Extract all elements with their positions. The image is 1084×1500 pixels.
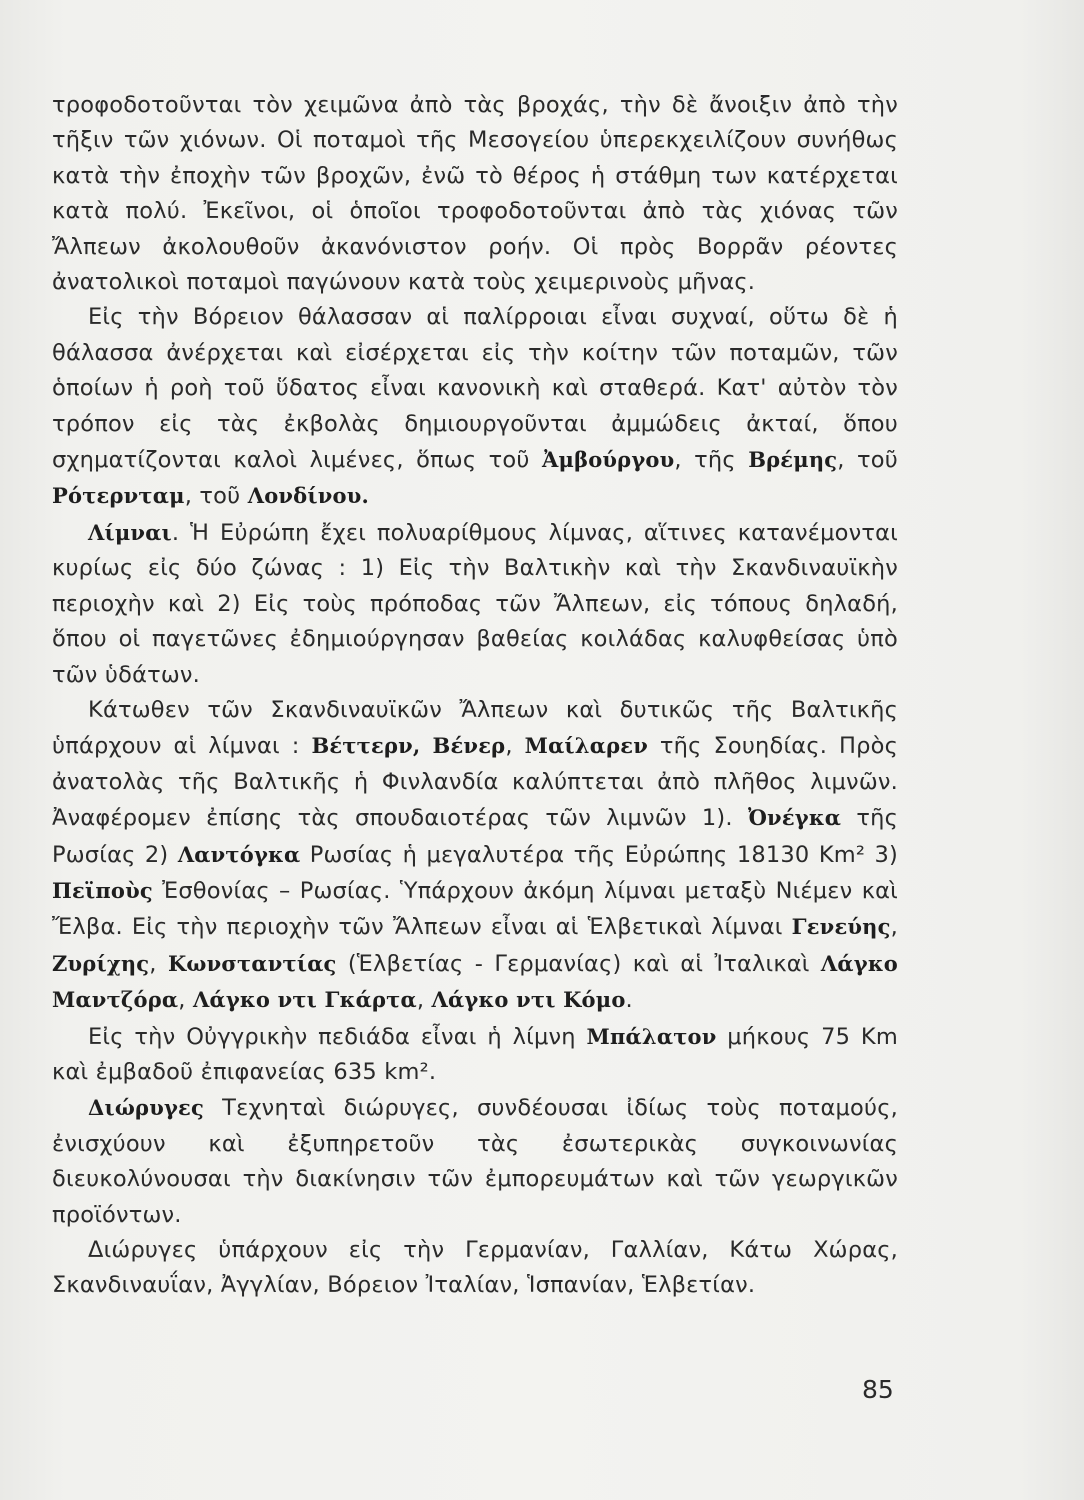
paragraph <box>52 1019 898 1091</box>
paragraph <box>52 693 898 1019</box>
bold-term: Ὀνέγκα <box>747 805 842 831</box>
paragraph <box>52 515 898 693</box>
text-run: τῆς Ρωσίας 2) <box>52 805 898 868</box>
bold-term: Λάγκο ντι Κόμο <box>431 987 626 1013</box>
bold-term: Πεϊποὺς <box>52 877 153 903</box>
page-number: 85 <box>862 1375 894 1404</box>
bold-term: Ἀμβούργου <box>542 447 675 473</box>
text-run: Διώρυγες ὑπάρχουν εἰς τὴν Γερμανίαν, Γαλλίαν, Κάτω Χώρας, Σκανδιναυΐαν, Ἀγγλίαν, Βόρειον Ἰταλίαν, Ἱσπανίαν, Ἑλβετίαν. <box>52 1237 898 1299</box>
text-run: τροφοδοτοῦνται τὸν χειμῶνα ἀπὸ τὰς βροχάς, τὴν δὲ ἄνοιξιν ἀπὸ τὴν τῆξιν τῶν χιόνων. Οἱ ποταμοὶ τῆς Μεσογείου ὑπερεκχειλίζουν συνήθως κατὰ τὴν ἐποχὴν τῶν βροχῶν, ἐνῶ τὸ θέρος ἡ στάθμη των κατέρχεται κατὰ πολύ. Ἐκεῖνοι, οἱ ὁποῖοι τροφοδοτοῦνται ἀπὸ τὰς χιόνας τῶν Ἄλπεων ἀκολουθοῦν ἀκανόνιστον ροήν. Οἱ πρὸς Βορρᾶν ρέοντες ἀνατολικοὶ ποταμοὶ παγώνουν κατὰ τοὺς χειμερινοὺς μῆνας. <box>52 92 898 296</box>
text-run: , τοῦ <box>184 483 248 510</box>
text-run: , <box>178 987 193 1014</box>
bold-term: Μπάλατον <box>586 1023 717 1049</box>
text-run: Εἰς τὴν Οὐγγρικὴν πεδιάδα εἶναι ἡ λίμνη <box>88 1023 587 1050</box>
text-run: , <box>890 914 898 941</box>
text-run: τῆς Σουηδίας. Πρὸς ἀνατολὰς τῆς Βαλτικῆς ἡ Φινλανδία καλύπτεται ἀπὸ πλῆθος λιμνῶν. Ἀναφέρομεν ἐπίσης τὰς σπουδαιοτέρας τῶν λιμνῶν 1). <box>52 733 898 832</box>
bold-term: Βρέμης <box>748 447 838 473</box>
bold-term: Λαντόγκα <box>177 841 301 867</box>
bold-term: Λάγκο Μαντζόρα <box>52 950 898 1013</box>
text-run: , <box>416 987 432 1014</box>
text-run: . Ἡ Εὐρώπη ἔχει πολυαρίθμους λίμνας, αἵτινες κατανέμονται κυρίως εἰς δύο ζώνας : 1) Εἰς τὴν Βαλτικὴν καὶ τὴν Σκανδιναυϊκὴν περιοχὴν καὶ 2) Εἰς τοὺς πρόποδας τῶν Ἄλπεων, εἰς τόπους δηλαδή, ὅπου οἱ παγετῶνες ἐδημιούργησαν βαθείας κοιλάδας καλυφθείσας ὑπὸ τῶν ὑδάτων. <box>52 519 898 688</box>
text-run: , τοῦ <box>837 447 898 474</box>
bold-term: Ζυρίχης <box>52 950 150 976</box>
bold-term: Γενεύης <box>791 914 891 940</box>
bold-term: Βέττερν, Βένερ <box>311 733 506 759</box>
text-run: (Ἑλβετίας - Γερμανίας) καὶ αἱ Ἰταλικαὶ <box>336 950 821 977</box>
paragraph <box>52 88 898 300</box>
bold-term: Λάγκο ντι Γκάρτα <box>193 987 417 1013</box>
paragraph <box>52 300 898 514</box>
text-run: Ἐσθονίας – Ρωσίας. Ὑπάρχουν ἀκόμη λίμναι μεταξὺ Νιέμεν καὶ Ἔλβα. Εἰς τὴν περιοχὴν τῶν Ἄλπεων εἶναι αἱ Ἑλβετικαὶ λίμναι <box>52 877 898 941</box>
bold-term: Διώρυγες <box>88 1095 205 1121</box>
text-run: Εἰς τὴν Βόρειον θάλασσαν αἱ παλίρροιαι εἶναι συχναί, οὕτω δὲ ἡ θάλασσα ἀνέρχεται καὶ εἰσέρχεται εἰς τὴν κοίτην τῶν ποταμῶν, τῶν ὁποίων ἡ ροὴ τοῦ ὕδατος εἶναι κανονικὴ καὶ σταθερά. Κατ' αὐτὸν τὸν τρόπον εἰς τὰς ἐκβολὰς δημιουργοῦνται ἀμμώδεις ἀκταί, ὅπου σχηματίζονται καλοὶ λιμένες, ὅπως τοῦ <box>52 304 898 474</box>
bold-term: Μαίλαρεν <box>524 733 648 759</box>
text-run: , τῆς <box>674 447 749 474</box>
text-run: , <box>149 950 168 977</box>
bold-term: Κωνσταντίας <box>167 950 337 976</box>
body-text <box>52 88 898 1304</box>
text-run: , <box>505 733 525 760</box>
bold-term: Λίμναι <box>88 519 172 545</box>
bold-term: Λονδίνου. <box>247 483 370 509</box>
bold-term: Ρότερνταμ <box>52 483 185 509</box>
paragraph <box>52 1090 898 1233</box>
paragraph <box>52 1233 898 1304</box>
text-run: . <box>625 987 633 1014</box>
text-run: Κάτωθεν τῶν Σκανδιναυϊκῶν Ἄλπεων καὶ δυτικῶς τῆς Βαλτικῆς ὑπάρχουν αἱ λίμναι : <box>52 696 898 760</box>
text-run: μήκους 75 Km καὶ ἐμβαδοῦ ἐπιφανείας 635 km². <box>52 1023 898 1085</box>
text-run: Ρωσίας ἡ μεγαλυτέρα τῆς Εὐρώπης 18130 Km² 3) <box>300 841 899 868</box>
text-run: Τεχνηταὶ διώρυγες, συνδέουσαι ἰδίως τοὺς ποταμούς, ἐνισχύουν καὶ ἐξυπηρετοῦν τὰς ἐσωτερικὰς συγκοινωνίας διευκολύνουσαι τὴν διακίνησιν τῶν ἐμπορευμάτων καὶ τῶν γεωργικῶν προϊόντων. <box>52 1095 898 1228</box>
